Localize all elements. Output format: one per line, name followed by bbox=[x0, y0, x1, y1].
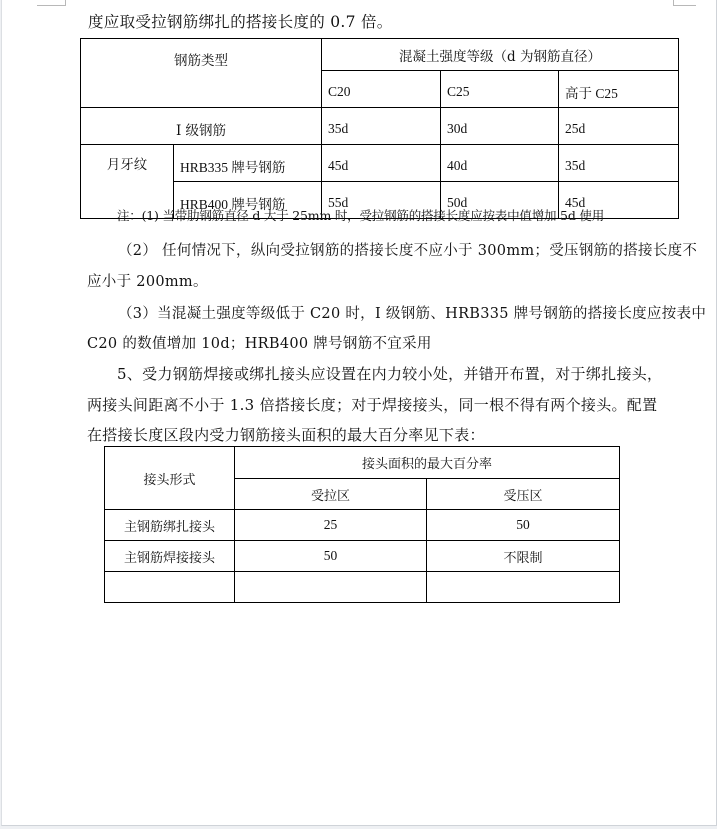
lap-length-table bbox=[80, 38, 679, 219]
table-row bbox=[105, 447, 620, 479]
table-row bbox=[81, 39, 679, 71]
intro-line: 度应取受拉钢筋绑扎的搭接长度的 0.7 倍。 bbox=[88, 13, 393, 31]
header-rebar-type: 钢筋类型 bbox=[81, 39, 322, 108]
value-cell: 35d bbox=[322, 108, 441, 145]
group-cell: 月牙纹 bbox=[81, 145, 174, 219]
rebar-type-cell: HRB400 牌号钢筋 bbox=[174, 182, 322, 219]
rebar-type-cell: I 级钢筋 bbox=[81, 108, 322, 145]
empty-cell bbox=[235, 572, 427, 603]
grade-header: C20 bbox=[322, 71, 441, 108]
zone-header: 受压区 bbox=[427, 479, 620, 510]
value-cell: 50 bbox=[427, 510, 620, 541]
empty-cell bbox=[105, 572, 235, 603]
note-3-line-1: （3）当混凝土强度等级低于 C20 时，I 级钢筋、HRB335 牌号钢筋的搭接长度应按表中 bbox=[118, 306, 707, 322]
header-max-percentage: 接头面积的最大百分率 bbox=[235, 447, 620, 479]
joint-form-cell: 主钢筋绑扎接头 bbox=[105, 510, 235, 541]
table-row bbox=[81, 108, 679, 145]
note-2-line-2: 应小于 200mm。 bbox=[87, 274, 208, 290]
header-joint-form: 接头形式 bbox=[105, 447, 235, 510]
value-cell: 30d bbox=[441, 108, 559, 145]
joint-form-cell: 主钢筋焊接接头 bbox=[105, 541, 235, 572]
paragraph-5-line-2: 两接头间距离不小于 1.3 倍搭接长度；对于焊接接头，同一根不得有两个接头。配置 bbox=[87, 396, 658, 414]
table-row bbox=[105, 572, 620, 603]
margin-corner-mark bbox=[673, 0, 696, 6]
zone-header: 受拉区 bbox=[235, 479, 427, 510]
table-row bbox=[81, 145, 679, 182]
value-cell: 不限制 bbox=[427, 541, 620, 572]
note-3-line-2: C20 的数值增加 10d；HRB400 牌号钢筋不宜采用 bbox=[87, 336, 432, 352]
table-row bbox=[105, 541, 620, 572]
joint-percentage-table bbox=[104, 446, 620, 603]
value-cell: 45d bbox=[322, 145, 441, 182]
value-cell: 40d bbox=[441, 145, 559, 182]
note-1: 注：(1) 当带肋钢筋直径 d 大于 25mm 时，受拉钢筋的搭接长度应按表中值增加 5d 使用 bbox=[117, 208, 604, 223]
value-cell: 45d bbox=[559, 182, 679, 219]
table-row bbox=[105, 510, 620, 541]
value-cell: 35d bbox=[559, 145, 679, 182]
header-concrete-grade: 混凝土强度等级（d 为钢筋直径） bbox=[322, 39, 679, 71]
value-cell: 50d bbox=[441, 182, 559, 219]
paragraph-5-line-1: 5、受力钢筋焊接或绑扎接头应设置在内力较小处，并错开布置，对于绑扎接头， bbox=[117, 365, 663, 383]
rebar-type-cell: HRB335 牌号钢筋 bbox=[174, 145, 322, 182]
value-cell: 50 bbox=[235, 541, 427, 572]
note-2-line-1: （2） 任何情况下，纵向受拉钢筋的搭接长度不应小于 300mm；受压钢筋的搭接长度不 bbox=[118, 243, 698, 259]
value-cell: 25d bbox=[559, 108, 679, 145]
value-cell: 25 bbox=[235, 510, 427, 541]
grade-header: 高于 C25 bbox=[559, 71, 679, 108]
empty-cell bbox=[427, 572, 620, 603]
grade-header: C25 bbox=[441, 71, 559, 108]
margin-corner-mark bbox=[37, 0, 66, 6]
value-cell: 55d bbox=[322, 182, 441, 219]
paragraph-5-line-3: 在搭接长度区段内受力钢筋接头面积的最大百分率见下表： bbox=[87, 426, 485, 444]
